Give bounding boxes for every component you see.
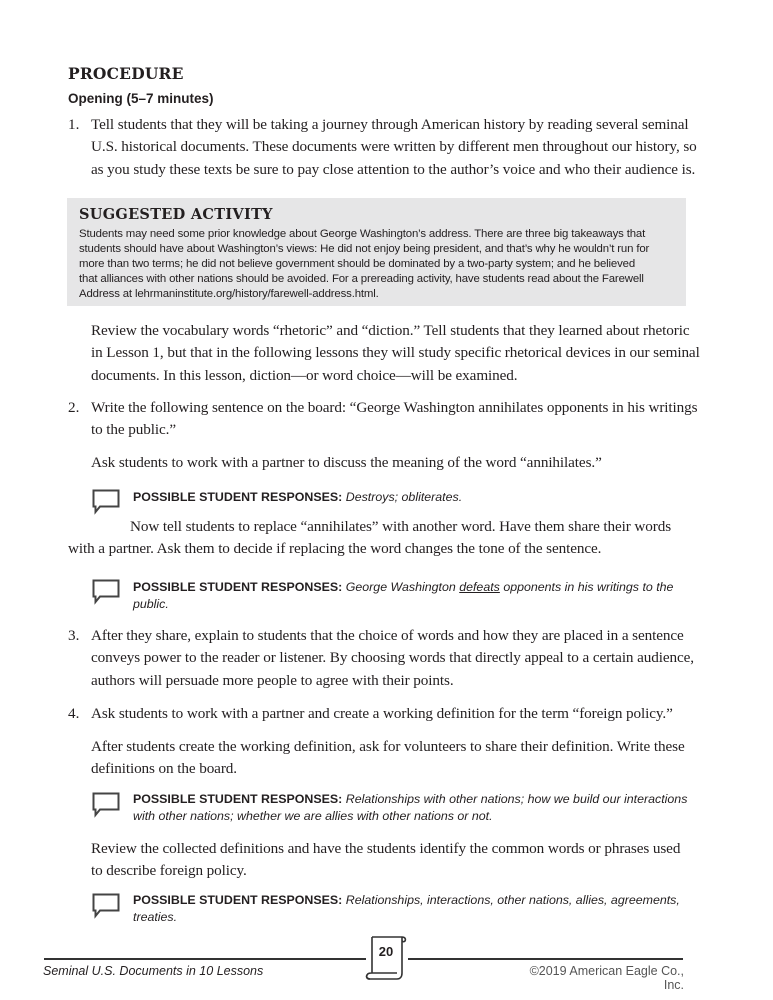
activity-line-4: that alliances with other nations should be avoided. For a prereading activity, have students read about the Farewell bbox=[79, 273, 644, 285]
footer-book-title: Seminal U.S. Documents in 10 Lessons bbox=[43, 964, 264, 978]
response-text-before: George Washington bbox=[345, 580, 456, 594]
response-label: POSSIBLE STUDENT RESPONSES: bbox=[133, 490, 343, 504]
step-2-line-1: Write the following sentence on the board: “George Washington annihilates opponents in his writings bbox=[91, 399, 698, 416]
footer-rule-right bbox=[408, 958, 683, 960]
now-tell-paragraph bbox=[68, 516, 671, 561]
footer-copyright: ©2019 American Eagle Co., Inc. bbox=[529, 964, 684, 992]
page-number: 20 bbox=[378, 944, 394, 959]
response-text-after: opponents in his writings to the bbox=[503, 580, 674, 594]
response-label: POSSIBLE STUDENT RESPONSES: bbox=[133, 580, 343, 594]
possible-response-4 bbox=[133, 892, 693, 926]
response-underlined-word: defeats bbox=[459, 580, 500, 594]
step-1-line-2: U.S. historical documents. These documents were written by different men throughout our history, so bbox=[91, 138, 697, 156]
step-3-line-3: authors will persuade more people to agree with their points. bbox=[91, 671, 454, 689]
step-4-line-1: Ask students to work with a partner and create a working definition for the term “foreign policy.” bbox=[91, 705, 673, 722]
subsection-title-opening: Opening (5–7 minutes) bbox=[68, 91, 214, 106]
suggested-activity-body bbox=[79, 227, 679, 302]
review-vocab-line-3: documents. In this lesson, diction—or word choice—will be examined. bbox=[91, 366, 518, 384]
review-vocab-line-2: in Lesson 1, but that in the following lessons they will study specific rhetorical devices in our seminal bbox=[91, 344, 700, 362]
response-text-line-2: with other nations; whether we are allies with other nations or not. bbox=[133, 809, 493, 823]
step-1-text bbox=[91, 114, 697, 181]
step-number-4: 4. bbox=[68, 705, 80, 722]
review-collected-line-1: Review the collected definitions and have the students identify the common words or phrases used bbox=[91, 840, 681, 857]
activity-line-5: Address at lehrmaninstitute.org/history/farewell-address.html. bbox=[79, 288, 379, 300]
review-vocab-line-1: Review the vocabulary words “rhetoric” and “diction.” Tell students that they learned about rhetoric bbox=[91, 322, 690, 339]
step-1-line-3: as you study these texts be sure to pay close attention to the author’s voice and who their audience is. bbox=[91, 160, 696, 178]
now-tell-line-1: Now tell students to replace “annihilates” with another word. Have them share their words bbox=[130, 518, 672, 535]
ask-partner-paragraph: Ask students to work with a partner to discuss the meaning of the word “annihilates.” bbox=[91, 454, 602, 471]
speech-bubble-icon bbox=[92, 489, 120, 515]
now-tell-line-2: with a partner. Ask them to decide if replacing the word changes the tone of the sentence. bbox=[68, 540, 602, 558]
section-title-procedure: PROCEDURE bbox=[68, 64, 184, 83]
response-text: Destroys; obliterates. bbox=[345, 490, 463, 504]
activity-line-1: Students may need some prior knowledge about George Washington’s address. There are three big takeaways that bbox=[79, 228, 646, 240]
step-2-text bbox=[91, 397, 697, 442]
activity-line-3: more than two terms; he did not believe government should be dominated by a two-party system; and he believed bbox=[79, 258, 636, 270]
after-students-line-1: After students create the working definition, ask for volunteers to share their definition. Write these bbox=[91, 738, 685, 755]
step-3-line-1: After they share, explain to students that the choice of words and how they are placed in a sentence bbox=[91, 627, 684, 644]
step-1-line-1: Tell students that they will be taking a journey through American history by reading several seminal bbox=[91, 116, 689, 133]
step-number-3: 3. bbox=[68, 627, 80, 644]
possible-response-3 bbox=[133, 791, 693, 825]
suggested-activity-box bbox=[67, 198, 686, 306]
possible-response-1 bbox=[133, 489, 462, 506]
step-4-text bbox=[91, 703, 673, 725]
review-vocab-paragraph bbox=[91, 320, 700, 387]
after-students-line-2: definitions on the board. bbox=[91, 760, 237, 778]
response-label: POSSIBLE STUDENT RESPONSES: bbox=[133, 792, 343, 806]
speech-bubble-icon bbox=[92, 893, 120, 919]
review-collected-paragraph bbox=[91, 838, 680, 883]
step-3-line-2: conveys power to the reader or listener. By choosing words that directly appeal to a certain audience, bbox=[91, 649, 694, 667]
response-text: Relationships with other nations; how we build our interactions bbox=[345, 792, 688, 806]
activity-line-2: students should have about Washington’s views: He did not enjoy being president, and that’s why he wouldn’t run for bbox=[79, 243, 650, 255]
after-students-paragraph bbox=[91, 736, 685, 781]
response-text-line-2: public. bbox=[133, 597, 169, 611]
step-number-1: 1. bbox=[68, 116, 80, 133]
response-text-line-2: treaties. bbox=[133, 910, 178, 924]
possible-response-2 bbox=[133, 579, 693, 613]
speech-bubble-icon bbox=[92, 579, 120, 605]
suggested-activity-title: SUGGESTED ACTIVITY bbox=[79, 206, 273, 223]
review-collected-line-2: to describe foreign policy. bbox=[91, 862, 247, 880]
step-2-line-2: to the public.” bbox=[91, 421, 176, 439]
response-label: POSSIBLE STUDENT RESPONSES: bbox=[133, 893, 343, 907]
step-3-text bbox=[91, 625, 694, 692]
response-text: Relationships, interactions, other nations, allies, agreements, bbox=[345, 893, 680, 907]
step-number-2: 2. bbox=[68, 399, 80, 416]
speech-bubble-icon bbox=[92, 792, 120, 818]
footer-rule-left bbox=[44, 958, 366, 960]
